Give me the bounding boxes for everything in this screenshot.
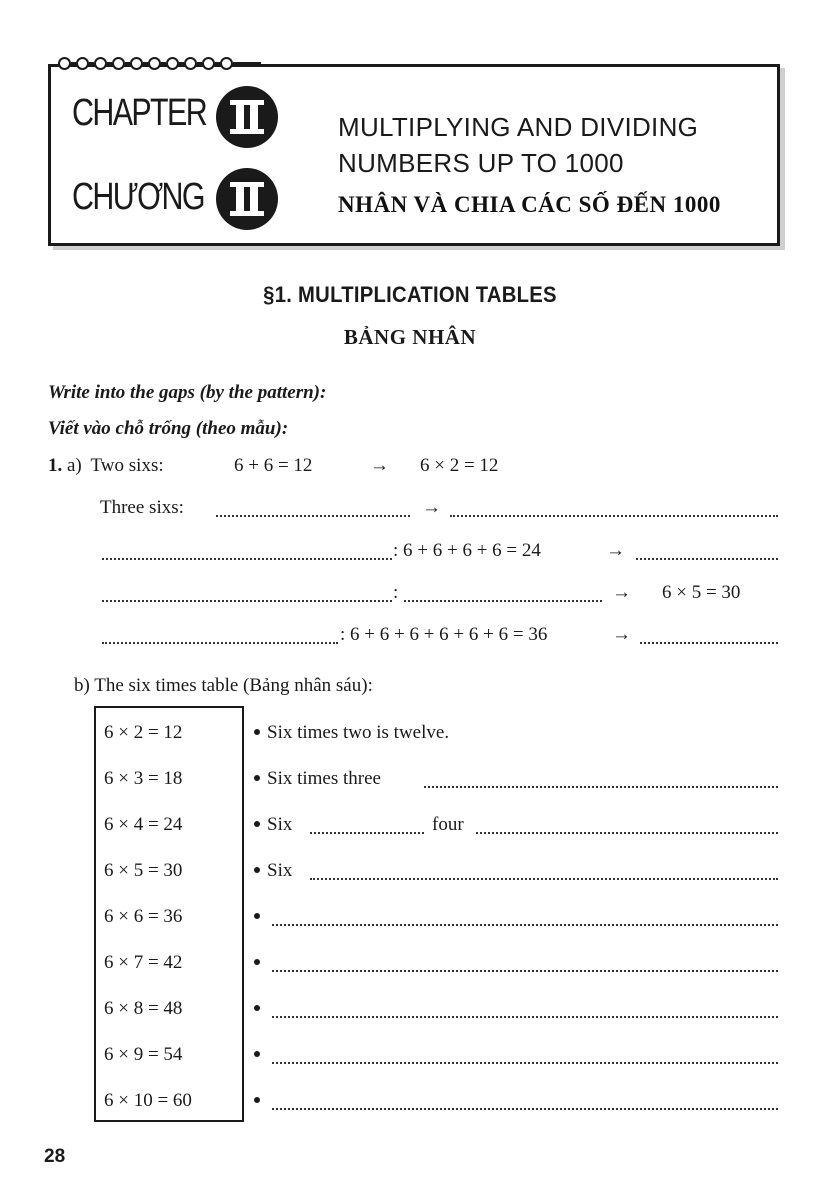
sentence-row (254, 952, 267, 974)
row2-label: Three sixs: (100, 497, 184, 518)
sentence-text: Six (267, 814, 293, 835)
answer-blank[interactable] (102, 544, 392, 560)
table-equation: 6 × 7 = 42 (104, 952, 183, 973)
row2-arrow: → (422, 497, 441, 518)
answer-blank[interactable] (404, 586, 602, 602)
instruction-en: Write into the gaps (by the pattern): (48, 382, 327, 403)
bullet-icon (254, 1097, 260, 1103)
answer-blank[interactable] (476, 818, 778, 834)
answer-blank[interactable] (102, 628, 338, 644)
exercise-1a-row1 (48, 455, 164, 477)
row1-label: Two sixs: (90, 455, 164, 476)
binder-rings-decoration (58, 55, 261, 71)
page-number: 28 (44, 1146, 66, 1167)
chapter-title-en-line1: MULTIPLYING AND DIVIDING (338, 112, 699, 142)
table-equation: 6 × 2 = 12 (104, 722, 183, 743)
sentence-row (254, 998, 267, 1020)
chapter-label-vn: CHƯƠNG (72, 176, 204, 218)
answer-blank[interactable] (102, 586, 392, 602)
section-subtitle: BẢNG NHÂN (343, 325, 477, 349)
bullet-icon (254, 729, 260, 735)
sentence-row (254, 1044, 267, 1066)
answer-blank[interactable] (310, 864, 778, 880)
bullet-icon (254, 867, 260, 873)
row5-sum: : 6 + 6 + 6 + 6 + 6 + 6 = 36 (340, 624, 548, 645)
row4-colon: : (393, 582, 399, 603)
exercise-1b-heading (74, 675, 373, 697)
instruction-vn: Viết vào chỗ trống (theo mẫu): (48, 418, 289, 439)
table-equation: 6 × 4 = 24 (104, 814, 183, 835)
roman-numeral-two-icon (216, 168, 278, 230)
row4-arrow: → (612, 582, 631, 603)
six-times-table-heading: The six times table (Bảng nhân sáu): (94, 675, 373, 696)
chapter-title-en-line2: NUMBERS UP TO 1000 (338, 148, 624, 178)
answer-blank[interactable] (640, 628, 778, 644)
sentence-text: Six times two is twelve. (267, 722, 450, 743)
chapter-label-en: CHAPTER (72, 92, 207, 134)
exercise-part-a: a) (67, 455, 82, 476)
sentence-row (254, 768, 381, 790)
sentence-text: Six times three (267, 768, 381, 789)
row1-arrow: → (370, 455, 389, 476)
table-equation: 6 × 9 = 54 (104, 1044, 183, 1065)
bullet-icon (254, 1051, 260, 1057)
row1-sum: 6 + 6 = 12 (234, 455, 313, 476)
row5-arrow: → (612, 624, 631, 645)
answer-blank[interactable] (272, 910, 778, 926)
bullet-icon (254, 959, 260, 965)
sentence-row (254, 860, 292, 882)
roman-numeral-two-icon (216, 86, 278, 148)
bullet-icon (254, 821, 260, 827)
sentence-text: Six (267, 860, 293, 881)
answer-blank[interactable] (636, 544, 778, 560)
sentence-row (254, 814, 292, 836)
exercise-part-b: b) (74, 675, 90, 696)
chapter-title-vn: NHÂN VÀ CHIA CÁC SỐ ĐẾN 1000 (338, 192, 721, 217)
table-equation: 6 × 5 = 30 (104, 860, 183, 881)
answer-blank[interactable] (310, 818, 424, 834)
bullet-icon (254, 1005, 260, 1011)
bullet-icon (254, 913, 260, 919)
answer-blank[interactable] (424, 772, 778, 788)
answer-blank[interactable] (450, 501, 778, 517)
bullet-icon (254, 775, 260, 781)
table-equation: 6 × 10 = 60 (104, 1090, 192, 1111)
answer-blank[interactable] (216, 501, 410, 517)
answer-blank[interactable] (272, 1002, 778, 1018)
table-equation: 6 × 8 = 48 (104, 998, 183, 1019)
exercise-number: 1. (48, 455, 63, 476)
sentence-row (254, 906, 267, 928)
answer-blank[interactable] (272, 1094, 778, 1110)
sentence-row (254, 1090, 267, 1112)
row3-sum: : 6 + 6 + 6 + 6 = 24 (393, 540, 541, 561)
answer-blank[interactable] (272, 1048, 778, 1064)
row4-product: 6 × 5 = 30 (662, 582, 741, 603)
section-title: §1. MULTIPLICATION TABLES (263, 282, 557, 307)
answer-blank[interactable] (272, 956, 778, 972)
row1-product: 6 × 2 = 12 (420, 455, 499, 476)
sentence-text: four (432, 814, 464, 835)
sentence-row (254, 722, 449, 744)
table-equation: 6 × 6 = 36 (104, 906, 183, 927)
row3-arrow: → (606, 540, 625, 561)
table-equation: 6 × 3 = 18 (104, 768, 183, 789)
